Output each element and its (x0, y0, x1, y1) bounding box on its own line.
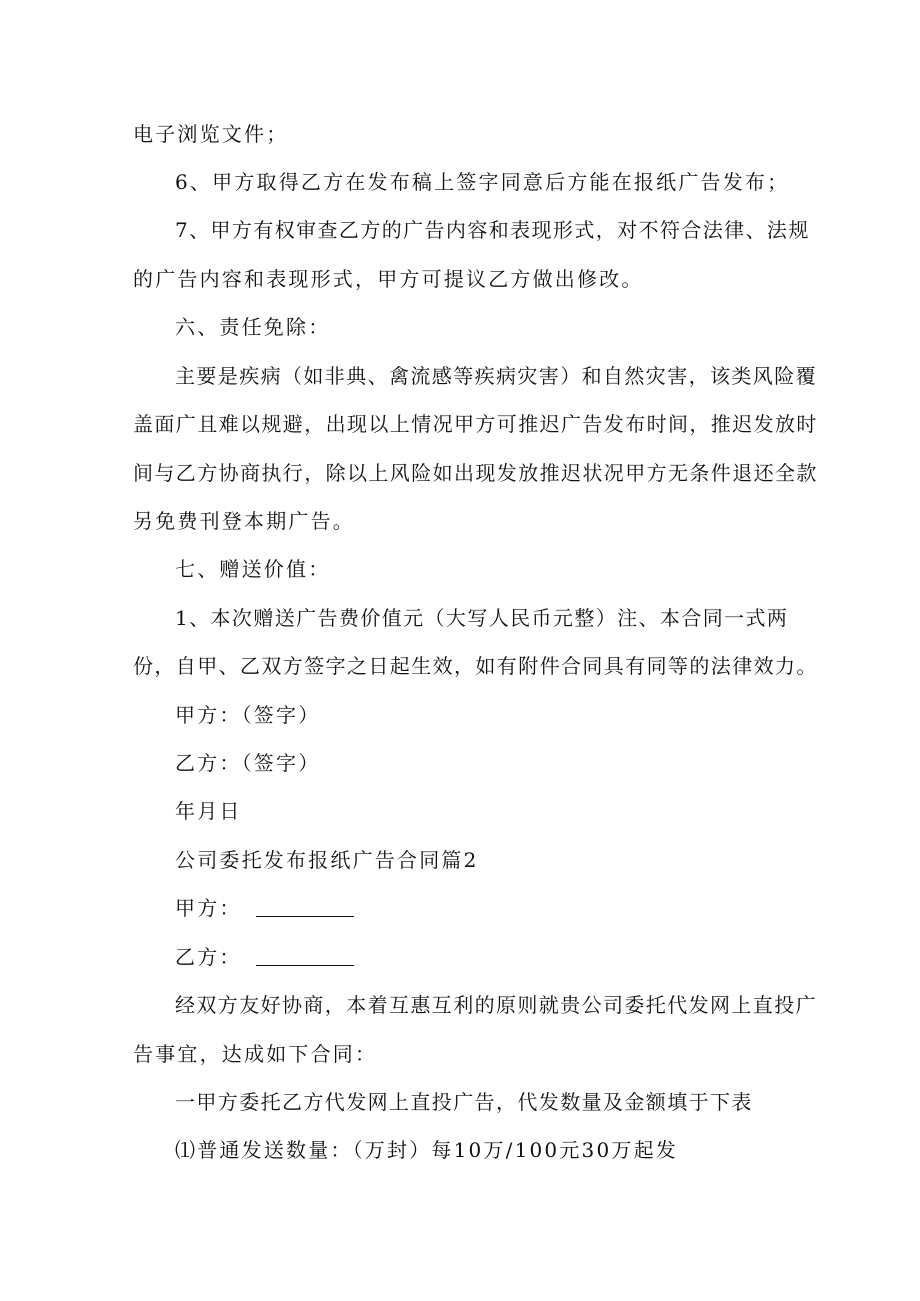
date-line: 年月日 (175, 799, 242, 823)
section-heading-7: 七、赠送价值： (175, 557, 331, 581)
section-heading-6: 六、责任免除： (175, 315, 331, 339)
text-line-20: 告事宜，达成如下合同： (133, 1042, 378, 1066)
party-b-blank (256, 949, 354, 966)
party-b-signature-line: 乙方：（签字） (175, 751, 321, 775)
text-line-4: 的广告内容和表现形式，甲方可提议乙方做出修改。 (133, 267, 644, 291)
text-line-22: ⑴普通发送数量：（万封）每10万/100元30万起发 (175, 1138, 679, 1162)
text-line-11: 1、本次赠送广告费价值元（大写人民币元整）注、本合同一式两 (175, 606, 789, 630)
party-b-label-row (175, 945, 354, 969)
text-line-9: 另免费刊登本期广告。 (133, 509, 355, 533)
party-a-signature-line: 甲方：（签字） (175, 703, 321, 727)
party-a-label: 甲方： (175, 896, 242, 920)
text-line-19: 经双方友好协商，本着互惠互利的原则就贵公司委托代发网上直投广 (175, 993, 817, 1017)
contract-title-2: 公司委托发布报纸广告合同篇2 (175, 848, 479, 872)
text-line-6: 主要是疾病（如非典、禽流感等疾病灾害）和自然灾害，该类风险覆 (175, 364, 817, 388)
party-a-label-row (175, 896, 354, 920)
text-line-3: 7、甲方有权审查乙方的广告内容和表现形式，对不符合法律、法规 (175, 218, 810, 242)
text-line-8: 间与乙方协商执行，除以上风险如出现发放推迟状况甲方无条件退还全款 (133, 461, 818, 485)
text-line-2: 6、甲方取得乙方在发布稿上签字同意后方能在报纸广告发布； (175, 170, 790, 194)
party-b-label: 乙方： (175, 945, 242, 969)
text-line-1: 电子浏览文件； (133, 122, 289, 146)
text-line-12: 份，自甲、乙双方签字之日起生效，如有附件合同具有同等的法律效力。 (133, 654, 818, 678)
text-line-21: 一甲方委托乙方代发网上直投广告，代发数量及金额填于下表 (175, 1090, 753, 1114)
text-line-7: 盖面广且难以规避，出现以上情况甲方可推迟广告发布时间，推迟发放时 (133, 412, 818, 436)
party-a-blank (256, 900, 354, 917)
